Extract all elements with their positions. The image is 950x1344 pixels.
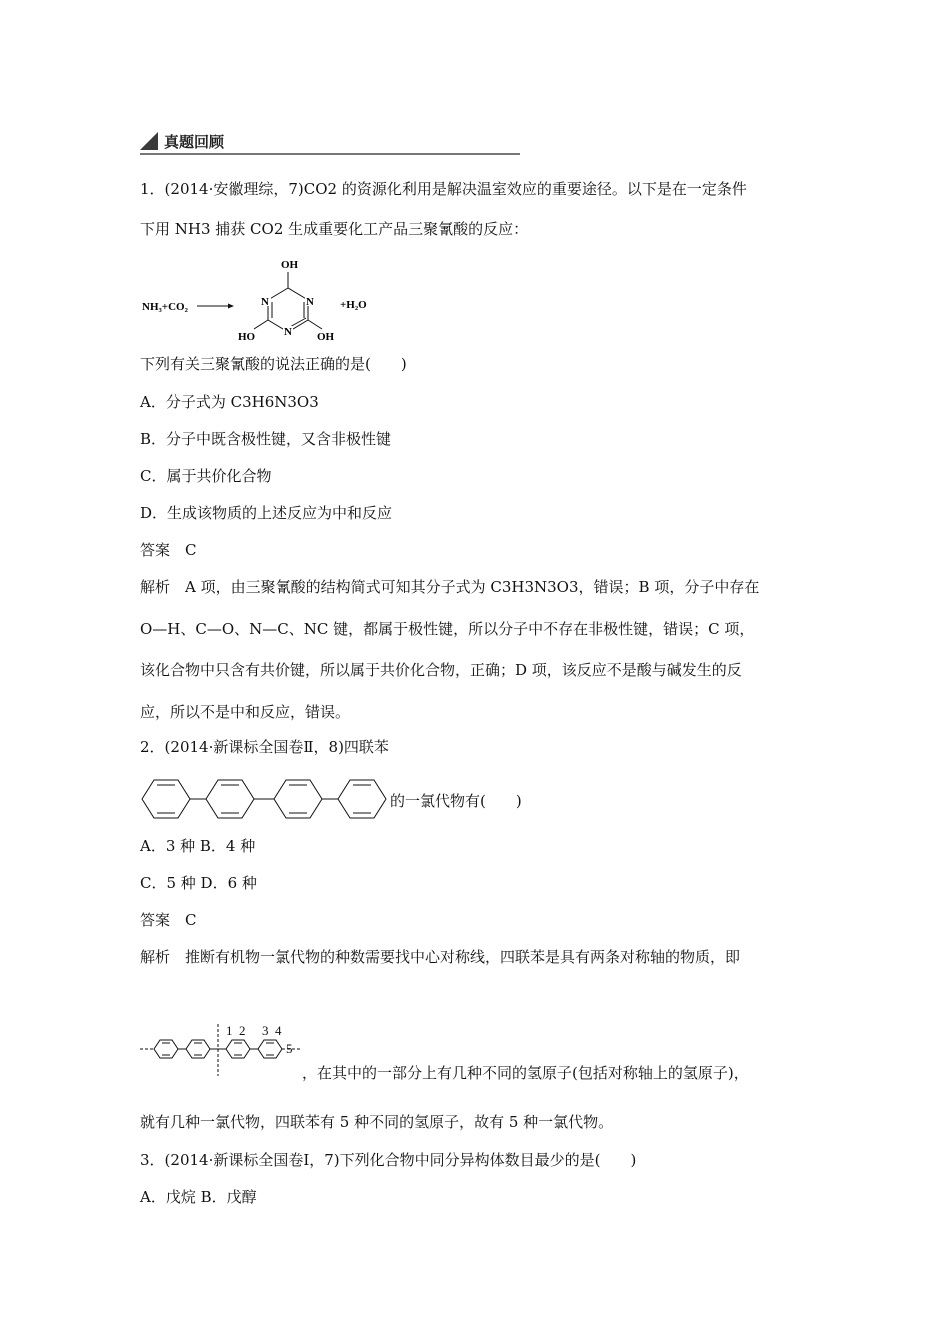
q1-analysis-line2: O—H、C—O、N—C、NC 键，都属于极性键，所以分子中不存在非极性键，错误；C 项， [140,620,755,638]
position-label-1: 1 [226,1023,233,1038]
benzene-ring-1 [142,780,190,818]
q1-option-a: A．分子式为 C3H6N3O3 [140,393,319,411]
q2-answer: 答案 C [140,911,197,929]
q2-stem: 2．(2014·新课标全国卷Ⅱ，8)四联苯 [140,738,389,756]
q1-stem-line1: 1．(2014·安徽理综，7)CO2 的资源化利用是解决温室效应的重要途径。以下是在一定条件 [140,180,747,198]
q2-option-cd: C．5 种 D．6 种 [140,874,257,892]
group-oh-right: OH [317,331,335,343]
header-triangle-icon [140,132,158,150]
q1-option-d: D．生成该物质的上述反应为中和反应 [140,504,393,522]
bond-right-oh [308,320,322,329]
q2-stem-after: 的一氯代物有( ) [390,792,522,810]
atom-n-right: N [306,296,314,308]
q1-analysis-line1: 解析 A 项，由三聚氰酸的结构简式可知其分子式为 C3H3N3O3，错误；B 项，分子中存在 [140,578,760,596]
quaterphenyl-symmetry-diagram [140,1018,305,1078]
group-ho-left: HO [238,331,256,343]
section-header [140,128,520,158]
position-label-4: 4 [275,1023,282,1038]
q1-answer: 答案 C [140,541,197,559]
q1-question: 下列有关三聚氰酸的说法正确的是( ) [140,355,407,373]
benzene-ring-4 [338,780,386,818]
group-oh-top: OH [281,259,299,271]
q1-stem-line2: 下用 NH3 捕获 CO2 生成重要化工产品三聚氰酸的反应： [140,220,529,238]
atom-n-left: N [261,296,269,308]
q2-analysis-line1: 解析 推断有机物一氯代物的种数需要找中心对称线，四联苯是具有两条对称轴的物质，即 [140,948,741,966]
q1-option-b: B．分子中既含极性键，又含非极性键 [140,430,392,448]
position-label-3: 3 [262,1023,269,1038]
reaction-arrow-head [228,304,234,309]
q3-option-ab: A．戊烷 B．戊醇 [140,1188,257,1206]
atom-n-bottom: N [284,326,292,338]
q3-stem: 3．(2014·新课标全国卷Ⅰ，7)下列化合物中同分异构体数目最少的是( ) [140,1151,637,1169]
q1-analysis-line4: 应，所以不是中和反应，错误。 [140,703,351,721]
q1-option-c: C．属于共价化合物 [140,467,272,485]
benzene-ring-3 [274,780,322,818]
quaterphenyl-structure [140,770,390,828]
position-label-2: 2 [239,1023,246,1038]
header-rule [140,153,520,155]
reaction-lhs: NH₃+CO₂ [142,301,188,313]
q2-option-ab: A．3 种 B．4 种 [140,837,256,855]
q2-analysis-line2: ，在其中的一部分上有几种不同的氢原子(包括对称轴上的氢原子)， [302,1064,749,1082]
q1-analysis-line3: 该化合物中只含有共价键，所以属于共价化合物，正确；D 项，该反应不是酸与碱发生的反 [140,661,742,679]
position-label-5: 5 [286,1041,293,1056]
bond-left-oh [254,320,268,329]
benzene-ring-2 [206,780,254,818]
q2-analysis-line3: 就有几种一氯代物，四联苯有 5 种不同的氢原子，故有 5 种一氯代物。 [140,1113,614,1131]
reaction-rhs: +H₂O [340,299,367,311]
section-title: 真题回顾 [164,133,225,151]
q1-reaction-diagram [140,252,390,344]
